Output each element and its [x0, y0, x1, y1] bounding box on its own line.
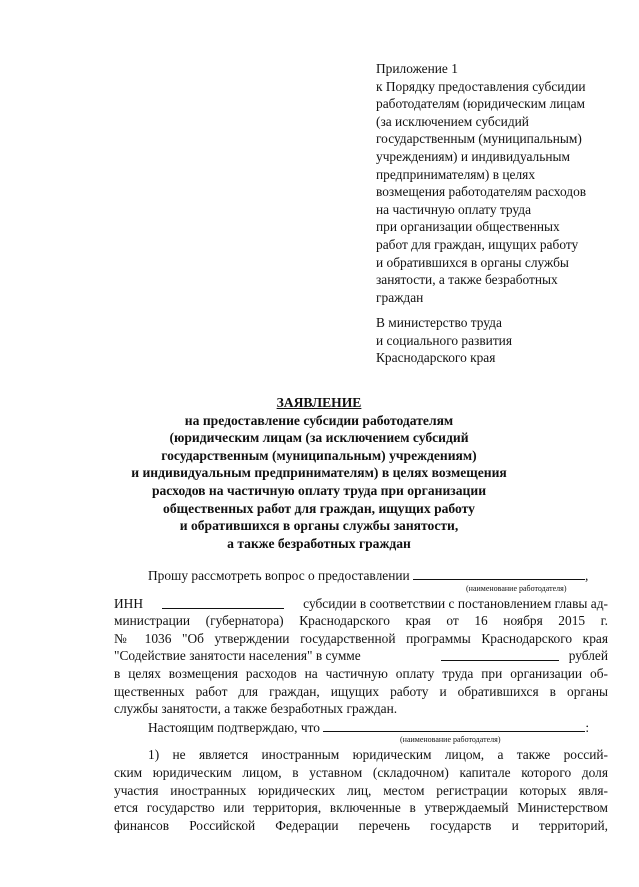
confirm-line — [114, 718, 608, 736]
employer-name-field[interactable] — [413, 566, 585, 580]
heading-line: государственным (муниципальным) учреждениям) — [161, 447, 477, 463]
body-line: в целях возмещения расходов на частичную оплату труда при организации об- — [114, 665, 608, 681]
amount-unit: рублей — [568, 648, 608, 664]
recipient-line: и социального развития — [376, 332, 512, 348]
appendix-line: Приложение 1 — [376, 61, 458, 76]
appendix-line: граждан — [376, 289, 424, 305]
recipient-line: Краснодарского края — [376, 350, 496, 366]
appendix-line: (за исключением субсидий — [376, 113, 529, 129]
item1-line: участия иностранных юридических лиц, местом регистрации которых явля- — [114, 782, 608, 798]
body-line: щественных работ для граждан, ищущих работу и обратившихся в органы — [114, 683, 608, 699]
heading-line: на предоставление субсидии работодателям — [184, 412, 454, 428]
appendix-line: к Порядку предоставления субсидии — [376, 78, 586, 94]
employer-caption-row — [114, 584, 608, 595]
recipient-block — [376, 314, 616, 367]
body-line: министрации (губернатора) Краснодарского края от 16 ноября 2015 г. — [114, 613, 608, 629]
amount-line — [114, 647, 608, 665]
appendix-line: работодателям (юридическим лицам — [376, 96, 586, 112]
heading-line: расходов на частичную оплату труда при организации — [151, 482, 487, 498]
confirm-text: Настоящим подтверждаю, что — [148, 719, 320, 735]
appendix-line: занятости, а также безработных — [376, 272, 558, 288]
amount-field[interactable] — [441, 647, 559, 661]
appendix-line: работ для граждан, ищущих работу — [376, 236, 579, 252]
confirm-end: : — [585, 719, 590, 735]
document-heading — [100, 394, 538, 552]
item1-line: ским юридическим лицом, в уставном (складочном) капитале которого доля — [114, 764, 608, 780]
employer-name-field-2[interactable] — [323, 718, 585, 732]
heading-line: и индивидуальным предпринимателям) в целях возмещения — [131, 465, 507, 481]
body-line: № 1036 "Об утверждении государственной программы Краснодарского края — [114, 630, 608, 646]
item1-line: ется государство или территория, включенные в утверждаемый Министерством — [114, 800, 608, 816]
appendix-line: предпринимателям) в целях — [376, 166, 536, 182]
appendix-line: учреждениям) и индивидуальным — [376, 148, 570, 164]
inn-rest: субсидии в соответствии с постановлением главы ад- — [303, 595, 608, 611]
item1-line: 1) не является иностранным юридическим лицом, а также россий- — [148, 747, 608, 763]
employer-caption: (наименование работодателя) — [466, 583, 567, 593]
request-text: Прошу рассмотреть вопрос о предоставлении — [148, 568, 410, 583]
request-end: , — [585, 568, 589, 583]
amount-text: "Содействие занятости населения" в сумме — [114, 648, 361, 664]
body-line: службы занятости, а также безработных граждан. — [114, 701, 398, 717]
appendix-line: и обратившихся в органы службы — [376, 254, 569, 270]
heading-line: и обратившихся в органы службы занятости, — [179, 518, 459, 534]
recipient-line: В министерство труда — [376, 315, 502, 330]
appendix-line: на частичную оплату труда — [376, 201, 532, 217]
appendix-line: возмещения работодателям расходов — [376, 184, 587, 200]
document-body — [114, 566, 608, 834]
appendix-block — [376, 60, 616, 306]
heading-line: (юридическим лицам (за исключением субсидий — [169, 430, 469, 446]
inn-label: ИНН — [114, 595, 144, 611]
appendix-line: государственным (муниципальным) — [376, 131, 582, 147]
employer-caption-row-2 — [114, 735, 608, 746]
request-line — [114, 566, 608, 584]
heading-line: а также безработных граждан — [227, 535, 411, 551]
inn-field[interactable] — [162, 595, 284, 609]
appendix-line: при организации общественных — [376, 219, 560, 235]
item1-line: финансов Российской Федерации перечень государств и территорий, — [114, 817, 608, 833]
employer-caption-2: (наименование работодателя) — [400, 735, 501, 745]
heading-line: общественных работ для граждан, ищущих работу — [163, 500, 475, 516]
document-title: ЗАЯВЛЕНИЕ — [276, 395, 362, 410]
inn-line — [114, 595, 608, 613]
